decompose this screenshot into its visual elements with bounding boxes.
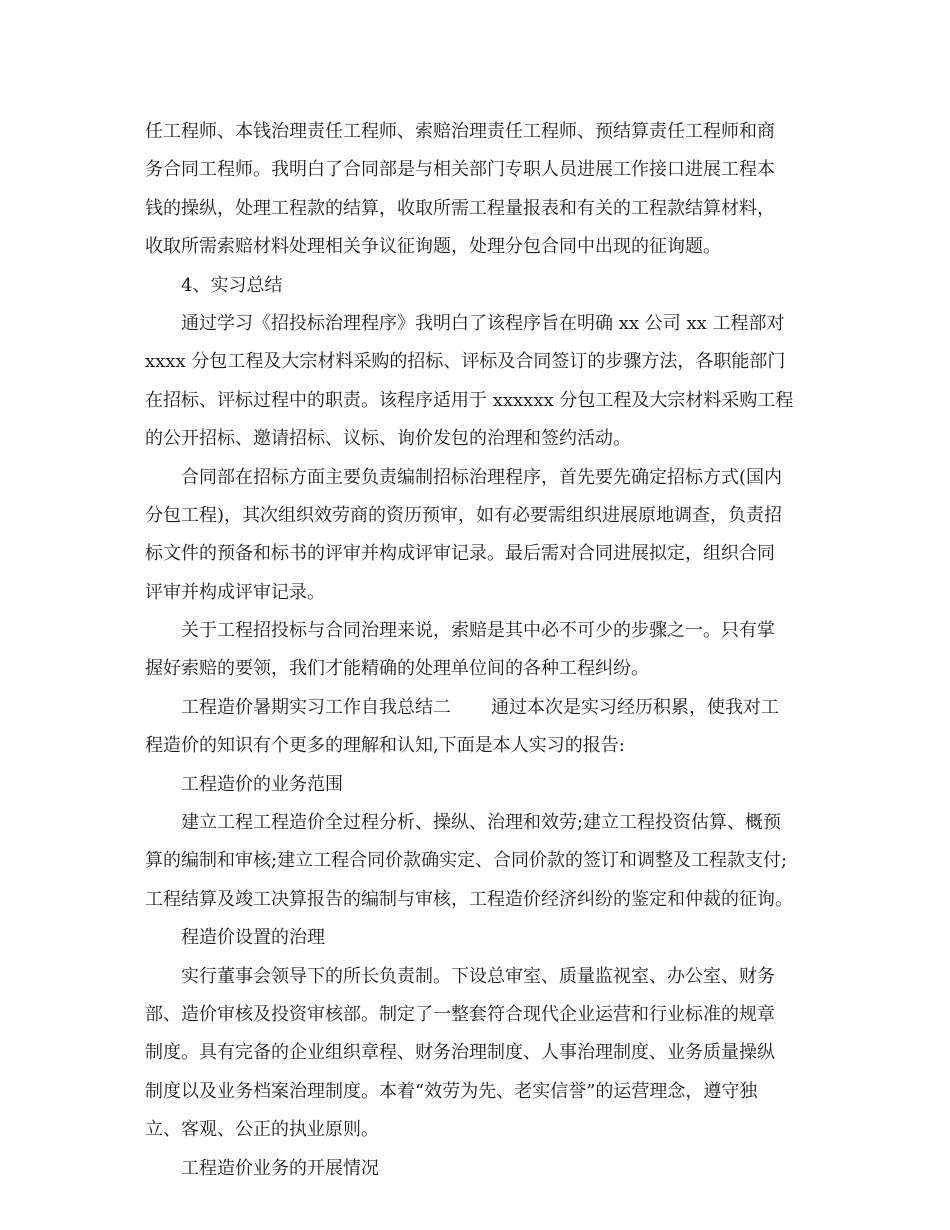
text-line: 工程结算及竣工决算报告的编制与审核，工程造价经济纠纷的鉴定和仲裁的征询。 (145, 888, 793, 910)
text-line: 评审并构成评审记录。 (145, 581, 325, 603)
text-line: 握好索赔的要领，我们才能精确的处理单位间的各种工程纠纷。 (145, 658, 649, 680)
text-line: 钱的操纵，处理工程款的结算，收取所需工程量报表和有关的工程款结算材料， (145, 197, 775, 219)
text-line: 在招标、评标过程中的职责。该程序适用于 xxxxxx 分包工程及大宗材料采购工程 (145, 389, 794, 411)
text-line: 立、客观、公正的执业原则。 (145, 1119, 379, 1141)
text-line: 务合同工程师。我明白了合同部是与相关部门专职人员进展工作接口进展工程本 (145, 159, 775, 181)
title-line (145, 689, 815, 727)
text-line: 合同部在招标方面主要负责编制招标治理程序，首先要先确定招标方式(国内 (181, 466, 783, 488)
text-line: 分包工程)，其次组织效劳商的资历预审，如有必要需组织进展原地调查，负责招 (145, 504, 783, 526)
text-line: 部、造价审核及投资审核部。制定了一整套符合现代企业运营和行业标准的规章 (145, 1003, 775, 1025)
text-line: 标文件的预备和标书的评审并构成评审记录。最后需对合同进展拟定，组织合同 (145, 543, 775, 565)
text-line: 的公开招标、邀请招标、议标、询价发包的治理和签约活动。 (145, 428, 631, 450)
text-line: 程造价的知识有个更多的理解和认知,下面是本人实习的报告: (145, 735, 625, 757)
subtitle: 工程造价暑期实习工作自我总结二 (181, 696, 451, 718)
text-line: 任工程师、本钱治理责任工程师、索赔治理责任工程师、预结算责任工程师和商 (145, 121, 775, 142)
text-line: 关于工程招投标与合同治理来说，索赔是其中必不可少的步骤之一。只有掌 (181, 620, 775, 642)
section-heading: 程造价设置的治理 (181, 927, 325, 949)
section-heading: 工程造价的业务范围 (181, 773, 343, 795)
text-line: 算的编制和审核;建立工程合同价款确实定、合同价款的签订和调整及工程款支付; (145, 850, 788, 872)
text-line: 建立工程工程造价全过程分析、操纵、治理和效劳;建立工程投资估算、概预 (181, 812, 782, 834)
text-line: 收取所需索赔材料处理相关争议征询题，处理分包合同中出现的征询题。 (145, 236, 721, 258)
text-line: 实行董事会领导下的所长负责制。下设总审室、质量监视室、办公室、财务 (181, 965, 775, 987)
text-line: 制度以及业务档案治理制度。本着“效劳为先、老实信誉”的运营理念，遵守独 (145, 1080, 758, 1102)
section-heading: 工程造价业务的开展情况 (181, 1157, 379, 1179)
document-body (145, 113, 815, 1188)
text-fragment: 通过本次是实习经历积累，使我对工 (491, 696, 779, 718)
text-line: 通过学习《招投标治理程序》我明白了该程序旨在明确 xx 公司 xx 工程部对 (181, 312, 785, 334)
text-line: 制度。具有完备的企业组织章程、财务治理制度、人事治理制度、业务质量操纵 (145, 1042, 775, 1064)
text-line: xxxx 分包工程及大宗材料采购的招标、评标及合同签订的步骤方法，各职能部门 (145, 351, 786, 373)
section-heading: 4、实习总结 (181, 274, 283, 296)
